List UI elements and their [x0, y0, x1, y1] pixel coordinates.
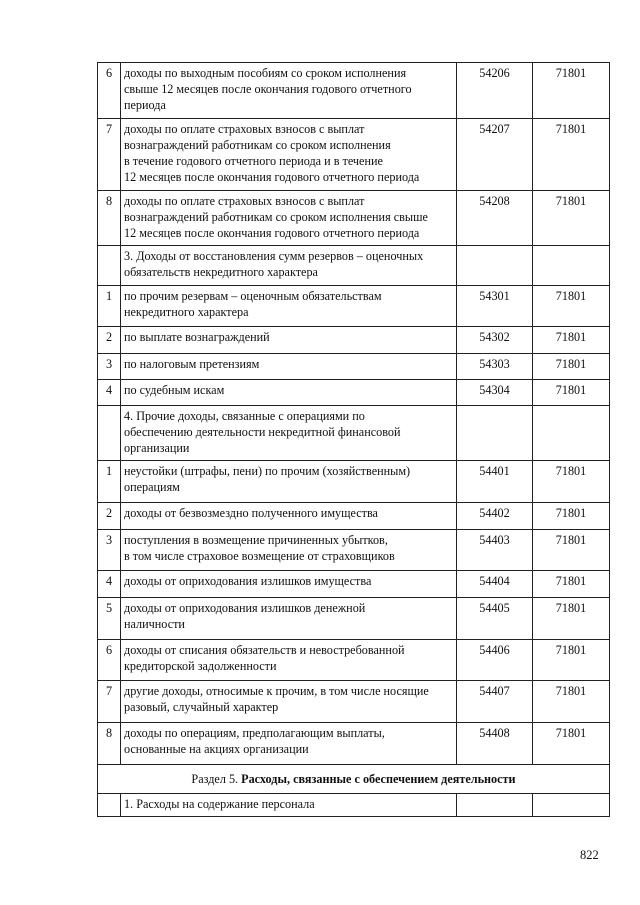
- row-description: 4. Прочие доходы, связанные с операциями по обеспечению деятельности некредитной финансовой организации: [121, 406, 457, 461]
- table-row: [98, 191, 610, 246]
- row-description: 1. Расходы на содержание персонала: [121, 794, 457, 817]
- row-account: 71801: [533, 598, 610, 640]
- row-account: 71801: [533, 681, 610, 723]
- row-description: неустойки (штрафы, пени) по прочим (хозяйственным) операциям: [121, 461, 457, 503]
- section-prefix: Раздел 5.: [191, 772, 242, 786]
- row-symbol: 54207: [457, 119, 533, 191]
- table-body: [98, 63, 610, 817]
- row-account: 71801: [533, 530, 610, 571]
- table-row: [98, 723, 610, 765]
- row-description: по выплате вознаграждений: [121, 327, 457, 354]
- row-symbol: [457, 406, 533, 461]
- row-description: доходы по операциям, предполагающим выплаты, основанные на акциях организации: [121, 723, 457, 765]
- row-account: [533, 246, 610, 286]
- table-row: [98, 246, 610, 286]
- row-description: поступления в возмещение причиненных убытков, в том числе страховое возмещение от страховщиков: [121, 530, 457, 571]
- row-symbol: 54403: [457, 530, 533, 571]
- row-number: 6: [98, 640, 121, 681]
- row-account: 71801: [533, 119, 610, 191]
- table-row: [98, 794, 610, 817]
- row-symbol: 54408: [457, 723, 533, 765]
- row-account: 71801: [533, 191, 610, 246]
- row-symbol: 54304: [457, 380, 533, 406]
- row-number: 8: [98, 723, 121, 765]
- row-number: 6: [98, 63, 121, 119]
- row-symbol: 54401: [457, 461, 533, 503]
- row-description: по прочим резервам – оценочным обязательствам некредитного характера: [121, 286, 457, 327]
- row-account: 71801: [533, 723, 610, 765]
- row-description: по судебным искам: [121, 380, 457, 406]
- table-row: [98, 640, 610, 681]
- table-row: [98, 571, 610, 598]
- row-account: 71801: [533, 461, 610, 503]
- table-row: [98, 681, 610, 723]
- row-number: [98, 246, 121, 286]
- row-number: 7: [98, 119, 121, 191]
- table-row: [98, 354, 610, 380]
- row-number: 4: [98, 571, 121, 598]
- row-description: по налоговым претензиям: [121, 354, 457, 380]
- row-account: 71801: [533, 63, 610, 119]
- row-description: доходы по выходным пособиям со сроком исполнения свыше 12 месяцев после окончания годового отчетного периода: [121, 63, 457, 119]
- table-row: [98, 327, 610, 354]
- row-description: доходы от оприходования излишков имущества: [121, 571, 457, 598]
- row-description: доходы от оприходования излишков денежной наличности: [121, 598, 457, 640]
- row-number: 3: [98, 354, 121, 380]
- row-number: 2: [98, 503, 121, 530]
- document-table: [97, 62, 610, 817]
- row-account: 71801: [533, 640, 610, 681]
- row-description: доходы по оплате страховых взносов с выплат вознаграждений работникам со сроком исполнения в течение годового отчетного периода и в течение 12 месяцев после окончания годового отчетного периода: [121, 119, 457, 191]
- row-description: доходы по оплате страховых взносов с выплат вознаграждений работникам со сроком исполнения свыше 12 месяцев после окончания годового отчетного периода: [121, 191, 457, 246]
- row-account: 71801: [533, 354, 610, 380]
- table-row: [98, 530, 610, 571]
- page-number: 822: [580, 848, 599, 862]
- row-account: 71801: [533, 286, 610, 327]
- row-description: доходы от списания обязательств и невостребованной кредиторской задолженности: [121, 640, 457, 681]
- row-symbol: 54301: [457, 286, 533, 327]
- row-number: 3: [98, 530, 121, 571]
- row-number: 2: [98, 327, 121, 354]
- row-account: [533, 406, 610, 461]
- row-number: 8: [98, 191, 121, 246]
- row-symbol: 54206: [457, 63, 533, 119]
- table-row: [98, 380, 610, 406]
- section-header-cell: [98, 765, 610, 794]
- table-row: [98, 119, 610, 191]
- table-row: [98, 286, 610, 327]
- row-symbol: 54405: [457, 598, 533, 640]
- table-row: [98, 63, 610, 119]
- table-row: [98, 503, 610, 530]
- row-symbol: 54208: [457, 191, 533, 246]
- row-account: 71801: [533, 327, 610, 354]
- row-number: [98, 406, 121, 461]
- row-description: 3. Доходы от восстановления сумм резервов – оценочных обязательств некредитного характера: [121, 246, 457, 286]
- row-symbol: 54404: [457, 571, 533, 598]
- table-row: [98, 406, 610, 461]
- row-symbol: [457, 794, 533, 817]
- row-symbol: 54407: [457, 681, 533, 723]
- row-description: другие доходы, относимые к прочим, в том числе носящие разовый, случайный характер: [121, 681, 457, 723]
- row-number: 7: [98, 681, 121, 723]
- row-account: 71801: [533, 571, 610, 598]
- section-header-row: [98, 765, 610, 794]
- row-symbol: 54303: [457, 354, 533, 380]
- row-number: 4: [98, 380, 121, 406]
- row-account: [533, 794, 610, 817]
- row-account: 71801: [533, 380, 610, 406]
- row-description: доходы от безвозмездно полученного имущества: [121, 503, 457, 530]
- table-row: [98, 598, 610, 640]
- row-account: 71801: [533, 503, 610, 530]
- row-number: 1: [98, 461, 121, 503]
- row-symbol: 54302: [457, 327, 533, 354]
- row-symbol: [457, 246, 533, 286]
- row-number: 5: [98, 598, 121, 640]
- table-row: [98, 461, 610, 503]
- section-title: Расходы, связанные с обеспечением деятельности: [241, 772, 516, 786]
- row-symbol: 54406: [457, 640, 533, 681]
- row-number: [98, 794, 121, 817]
- row-number: 1: [98, 286, 121, 327]
- row-symbol: 54402: [457, 503, 533, 530]
